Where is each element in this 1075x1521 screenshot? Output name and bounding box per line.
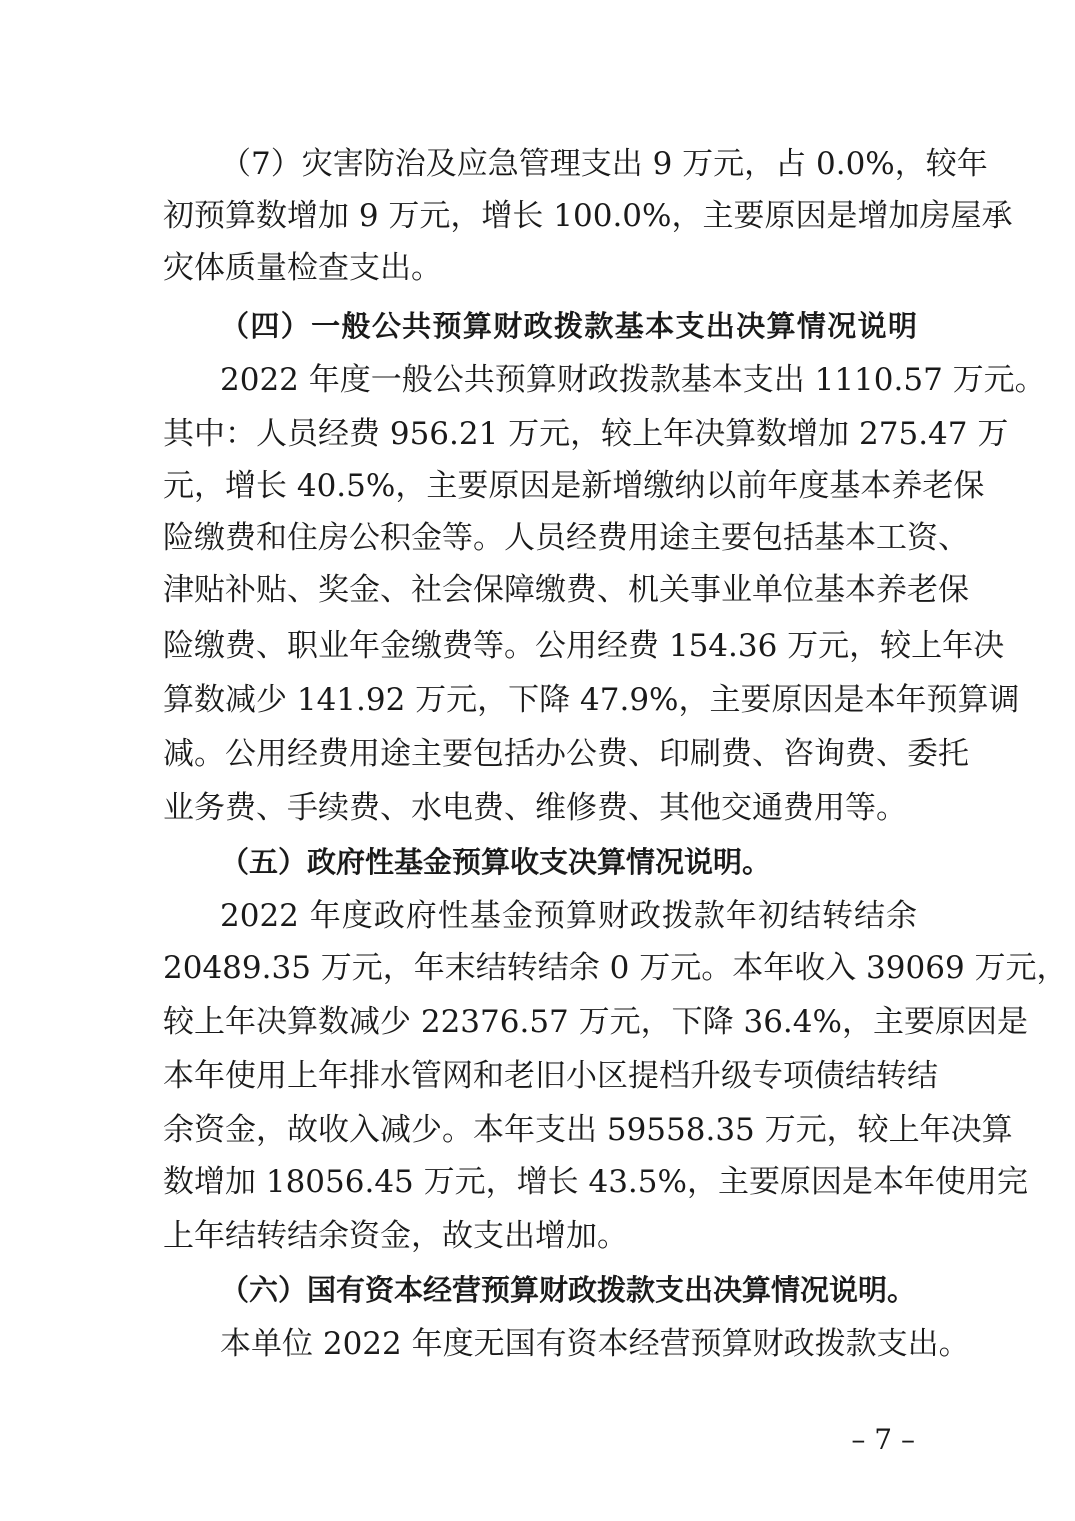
body-line-10: 险缴费、职业年金缴费等。公用经费 154.36 万元，较上年决 (163, 628, 1005, 664)
body-line-1: （7）灾害防治及应急管理支出 9 万元，占 0.0%，较年 (220, 146, 988, 182)
section-heading-5: （五）政府性基金预算收支决算情况说明。 (220, 845, 772, 879)
body-line-15: 2022 年度政府性基金预算财政拨款年初结转结余 (220, 898, 917, 934)
body-line-12: 减。公用经费用途主要包括办公费、印刷费、咨询费、委托 (163, 736, 969, 772)
body-line-23: 本单位 2022 年度无国有资本经营预算财政拨款支出。 (220, 1326, 970, 1362)
body-line-19: 余资金，故收入减少。本年支出 59558.35 万元，较上年决算 (163, 1112, 1013, 1148)
body-line-7: 元，增长 40.5%，主要原因是新增缴纳以前年度基本养老保 (163, 468, 985, 504)
body-line-21: 上年结转结余资金，故支出增加。 (163, 1218, 628, 1254)
body-line-9: 津贴补贴、奖金、社会保障缴费、机关事业单位基本养老保 (163, 572, 969, 608)
body-line-5: 2022 年度一般公共预算财政拨款基本支出 1110.57 万元。 (220, 362, 1046, 398)
section-heading-4: （四）一般公共预算财政拨款基本支出决算情况说明 (220, 309, 917, 343)
section-heading-6: （六）国有资本经营预算财政拨款支出决算情况说明。 (220, 1273, 917, 1307)
body-line-13: 业务费、手续费、水电费、维修费、其他交通费用等。 (163, 790, 907, 826)
body-line-8: 险缴费和住房公积金等。人员经费用途主要包括基本工资、 (163, 520, 969, 556)
page-number: – 7 – (851, 1423, 915, 1456)
body-line-3: 灾体质量检查支出。 (163, 250, 442, 286)
body-line-11: 算数减少 141.92 万元，下降 47.9%，主要原因是本年预算调 (163, 682, 1020, 718)
body-line-2: 初预算数增加 9 万元，增长 100.0%，主要原因是增加房屋承 (163, 198, 1013, 234)
body-line-17: 较上年决算数减少 22376.57 万元，下降 36.4%，主要原因是 (163, 1004, 1028, 1040)
body-line-6: 其中：人员经费 956.21 万元，较上年决算数增加 275.47 万 (163, 416, 1009, 452)
body-line-18: 本年使用上年排水管网和老旧小区提档升级专项债结转结 (163, 1058, 938, 1094)
body-line-20: 数增加 18056.45 万元，增长 43.5%，主要原因是本年使用完 (163, 1164, 1028, 1200)
body-line-16: 20489.35 万元，年末结转结余 0 万元。本年收入 39069 万元， (163, 950, 1068, 986)
